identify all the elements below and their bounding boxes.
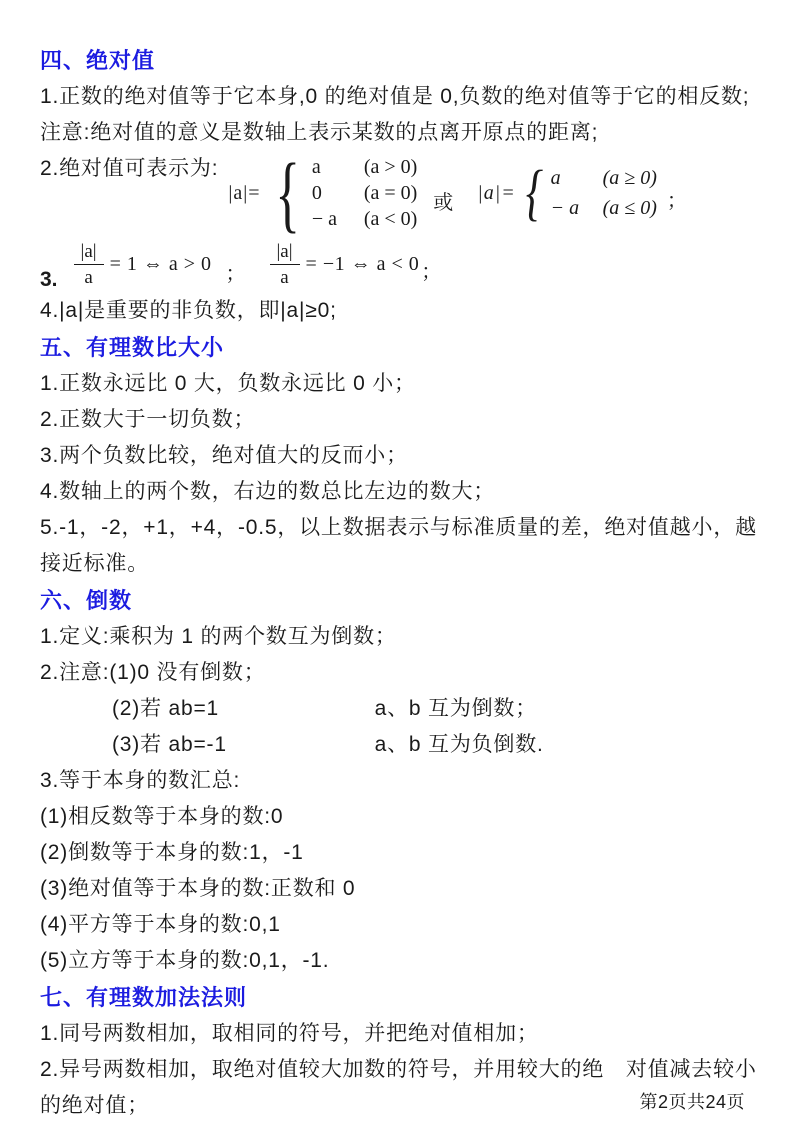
case-cond: (a ≥ 0) <box>602 167 657 189</box>
text-line-two-col <box>40 691 749 727</box>
formula-label: 2.绝对值可表示为: <box>40 157 219 180</box>
fraction-denominator: a <box>84 266 93 288</box>
fraction <box>74 241 104 288</box>
case-row <box>312 206 417 232</box>
case-cond: (a ≤ 0) <box>602 197 657 219</box>
case-row <box>551 193 657 223</box>
text-line: (5)立方等于本身的数:0,1，-1. <box>40 949 330 972</box>
text-line: 4.数轴上的两个数，右边的数总比左边的数大； <box>40 480 496 503</box>
text-line: (3)绝对值等于本身的数:正数和 0 <box>40 877 356 900</box>
formula-tail: ； <box>666 189 687 212</box>
item-number: 3. <box>40 268 58 291</box>
condition-text: (2)若 ab=1 <box>112 697 220 720</box>
cases-three <box>312 154 417 232</box>
equation-rhs: = −1 ⇔ a < 0 <box>305 252 420 275</box>
case-row <box>551 163 657 193</box>
text-line: 3.两个负数比较，绝对值大的反而小； <box>40 444 408 467</box>
result-text: a、b 互为倒数； <box>374 697 538 720</box>
text-line: 5.-1，-2，+1，+4，-0.5，以上数据表示与标准质量的差，绝对值越小，越 <box>40 516 757 539</box>
piecewise-upright <box>228 145 418 241</box>
brace-icon: { <box>274 145 300 241</box>
abs-ratio-formula <box>40 235 749 293</box>
brace-icon: { <box>525 159 543 227</box>
text-line: 1.同号两数相加，取相同的符号，并把绝对值相加； <box>40 1022 539 1045</box>
text-line: (4)平方等于本身的数:0,1 <box>40 913 281 936</box>
case-expr: 0 <box>311 182 322 204</box>
page-number: 第2页共24页 <box>639 1092 745 1112</box>
section-heading-abs-value: 四、绝对值 <box>40 48 156 73</box>
text-line-two-col <box>40 727 749 763</box>
abs-piecewise-formula <box>40 145 749 241</box>
case-cond: (a = 0) <box>363 182 418 204</box>
case-row <box>312 154 417 180</box>
condition-text: (3)若 ab=-1 <box>112 733 227 756</box>
case-cond: (a < 0) <box>363 208 418 230</box>
fraction-numerator: |a| <box>74 241 104 265</box>
piecewise-italic <box>477 159 657 227</box>
fraction <box>270 241 300 288</box>
text-line: (2)倒数等于本身的数:1，-1 <box>40 841 304 864</box>
text-line: 3.等于本身的数汇总: <box>40 769 241 792</box>
text-line-abs-note: 注意:绝对值的意义是数轴上表示某数的点离开原点的距离; <box>40 121 599 144</box>
or-connector: 或 <box>433 191 454 214</box>
text-line: 2.注意:(1)0 没有倒数； <box>40 661 266 684</box>
section-heading-addition-rules: 七、有理数加法法则 <box>40 985 248 1010</box>
text-line: 的绝对值； <box>40 1094 149 1117</box>
text-line-abs-1: 1.正数的绝对值等于它本身,0 的绝对值是 0,负数的绝对值等于它的相反数; <box>40 85 750 108</box>
equation-rhs: = 1 ⇔ a > 0 <box>109 252 212 275</box>
result-text: a、b 互为负倒数. <box>374 733 544 756</box>
case-expr: − a <box>550 197 580 219</box>
fraction-denominator: a <box>280 266 289 288</box>
section-heading-reciprocal: 六、倒数 <box>40 588 133 613</box>
case-row <box>312 180 417 206</box>
case-cond: (a > 0) <box>363 156 418 178</box>
section-heading-compare: 五、有理数比大小 <box>40 335 225 360</box>
formula-separator: ； <box>225 262 246 285</box>
text-line: 2.正数大于一切负数； <box>40 408 256 431</box>
abs-lhs: |a|= <box>228 181 261 204</box>
text-line: 接近标准。 <box>40 552 149 575</box>
fraction-numerator: |a| <box>270 241 300 265</box>
text-line: 2.异号两数相加，取绝对值较大加数的符号，并用较大的绝 对值减去较小 <box>40 1058 757 1081</box>
text-line-abs-4: 4.|a|是重要的非负数，即|a|≥0; <box>40 299 337 322</box>
case-expr: a <box>550 167 561 189</box>
abs-lhs: |a|= <box>477 181 516 204</box>
text-line: 1.定义:乘积为 1 的两个数互为倒数； <box>40 625 397 648</box>
cases-two <box>551 163 657 223</box>
case-expr: a <box>311 156 321 178</box>
case-expr: − a <box>311 208 337 230</box>
formula-tail: ； <box>421 260 442 283</box>
text-line: (1)相反数等于本身的数:0 <box>40 805 284 828</box>
text-line: 1.正数永远比 0 大，负数永远比 0 小； <box>40 372 416 395</box>
